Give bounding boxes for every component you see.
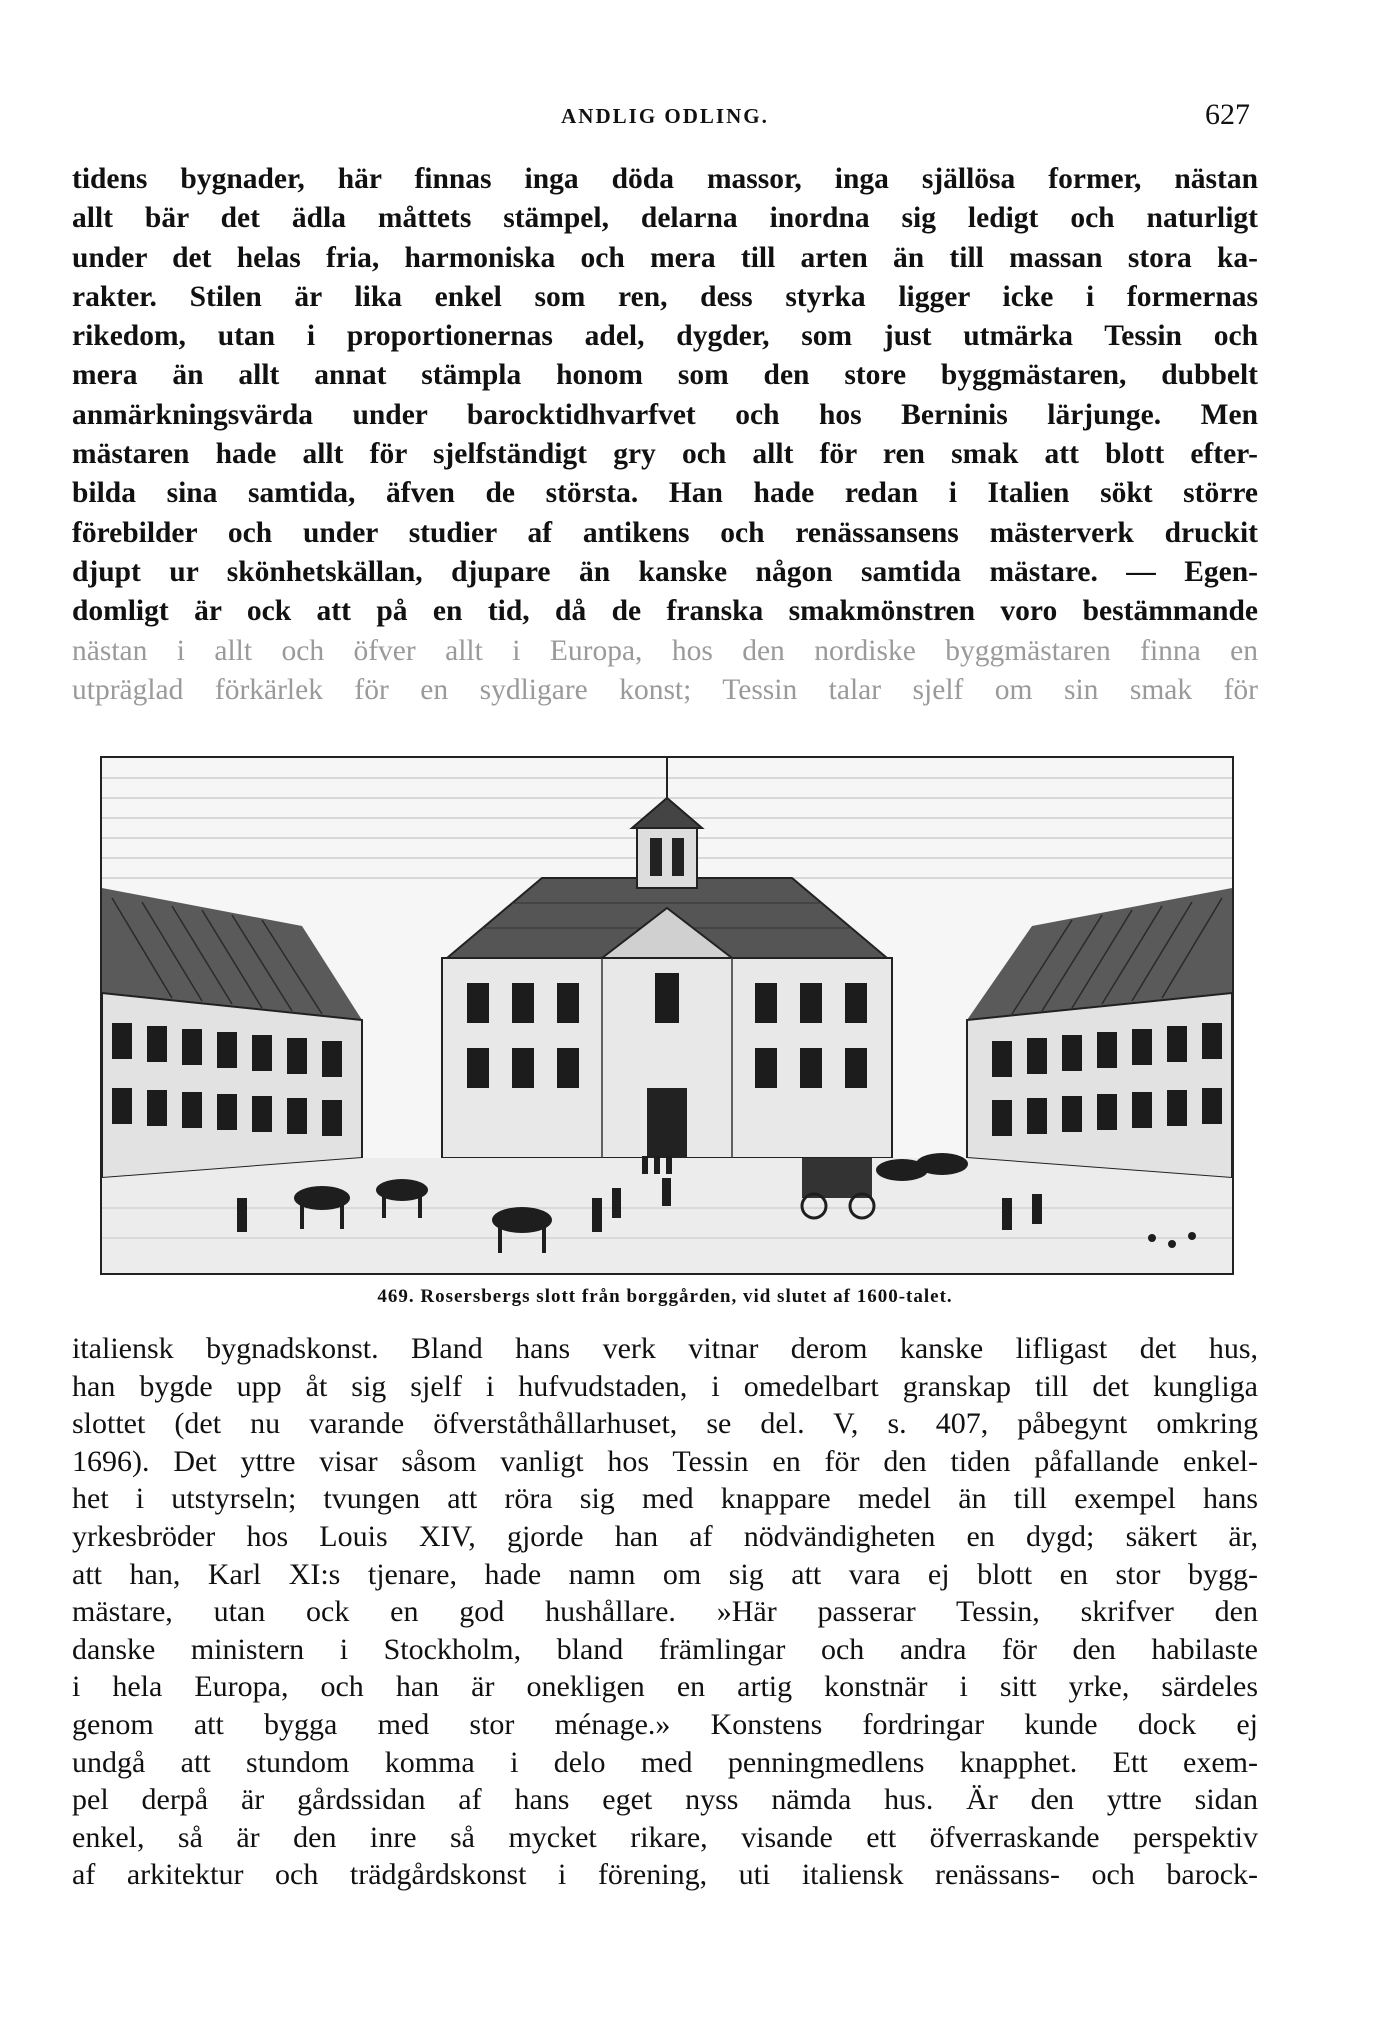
text-line: under det helas fria, harmoniska och mera till arten än till massan stora ka- [72, 241, 1258, 274]
text-line: domligt är ock att på en tid, då de franska smakmönstren voro bestämmande [72, 595, 1258, 628]
page-number: 627 [1205, 98, 1250, 131]
engraving-illustration [100, 756, 1234, 1275]
text-line: genom att bygga med stor ménage.» Konstens fordringar kunde dock ej [72, 1707, 1258, 1741]
text-line: danske ministern i Stockholm, bland främlingar och andra för den habilaste [72, 1632, 1258, 1666]
paragraph-lower [72, 1330, 1258, 1894]
text-line: tidens bygnader, här finnas inga döda massor, inga själlösa former, nästan [72, 163, 1258, 195]
text-line: 1696). Det yttre visar såsom vanligt hos Tessin en för den tiden påfallande enkel- [72, 1444, 1258, 1478]
text-line: pel derpå är gårdssidan af hans eget nyss nämda hus. Är den yttre sidan [72, 1783, 1258, 1817]
paragraph-upper [72, 160, 1258, 710]
figure-caption: 469. Rosersbergs slott från borggården, vid slutet af 1600-talet. [377, 1286, 953, 1307]
running-head [72, 98, 1258, 138]
text-line: slottet (det nu varande öfverståthållarhuset, se del. V, s. 407, påbegynt omkring [72, 1407, 1258, 1441]
text-line: anmärkningsvärda under barocktidhvarfvet och hos Berninis lärjunge. Men [72, 398, 1258, 431]
text-line: yrkesbröder hos Louis XIV, gjorde han af nödvändigheten en dygd; säkert är, [72, 1519, 1258, 1553]
text-line-faded: utpräglad förkärlek för en sydligare konst; Tessin talar sjelf om sin smak för [72, 673, 1258, 706]
text-line: italiensk bygnadskonst. Bland hans verk vitnar derom kanske lifligast det hus, [72, 1332, 1258, 1365]
text-line: undgå att stundom komma i delo med penningmedlens knapphet. Ett exem- [72, 1745, 1258, 1779]
text-line: att han, Karl XI:s tjenare, hade namn om sig att vara ej blott en stor bygg- [72, 1557, 1258, 1591]
text-line: af arkitektur och trädgårdskonst i förening, uti italiensk renässans- och barock- [72, 1858, 1258, 1892]
text-line: het i utstyrseln; tvungen att röra sig med knappare medel än till exempel hans [72, 1482, 1258, 1516]
text-line: mästare, utan ock en god hushållare. »Här passerar Tessin, skrifver den [72, 1595, 1258, 1629]
running-title: ANDLIG ODLING. [561, 104, 769, 128]
text-line: mästaren hade allt för sjelfständigt gry och allt för ren smak att blott efter- [72, 438, 1258, 471]
text-line: allt bär det ädla måttets stämpel, delarna inordna sig ledigt och naturligt [72, 202, 1258, 235]
text-line: i hela Europa, och han är onekligen en artig konstnär i sitt yrke, särdeles [72, 1670, 1258, 1704]
text-line: han bygde upp åt sig sjelf i hufvudstaden, i omedelbart granskap till det kungliga [72, 1369, 1258, 1403]
text-line: enkel, så är den inre så mycket rikare, visande ett öfverraskande perspektiv [72, 1820, 1258, 1854]
text-line-faded: nästan i allt och öfver allt i Europa, hos den nordiske byggmästaren finna en [72, 634, 1258, 667]
text-line: djupt ur skönhetskällan, djupare än kanske någon samtida mästare. — Egen- [72, 555, 1258, 588]
text-line: förebilder och under studier af antikens och renässansens mästerverk druckit [72, 516, 1258, 549]
text-line: rikedom, utan i proportionernas adel, dygder, som just utmärka Tessin och [72, 320, 1258, 353]
text-line: bilda sina samtida, äfven de största. Han hade redan i Italien sökt större [72, 477, 1258, 510]
text-line: mera än allt annat stämpla honom som den store byggmästaren, dubbelt [72, 359, 1258, 392]
text-line: rakter. Stilen är lika enkel som ren, dess styrka ligger icke i formernas [72, 280, 1258, 313]
